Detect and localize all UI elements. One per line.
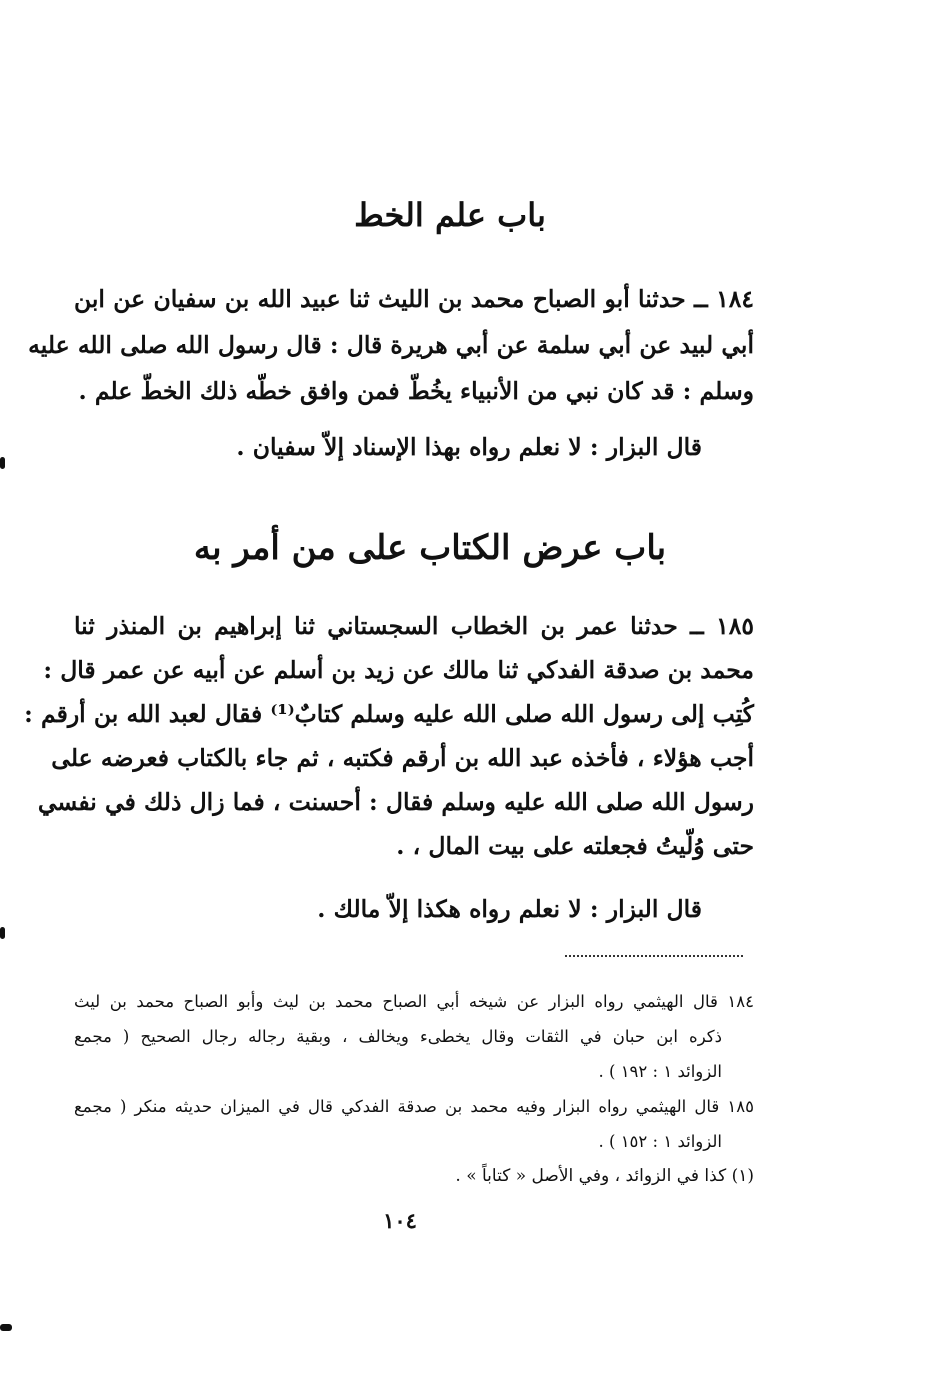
scan-mark-1	[0, 457, 5, 469]
chapter-title-2: باب عرض الكتاب على من أمر به	[193, 528, 667, 568]
bazzar-note-184: قال البزار : لا نعلم رواه بهذا الإسناد إلاّ سفيان .	[236, 433, 702, 461]
hadith-184	[28, 276, 754, 414]
hadith-184-line-1: ١٨٤ ــ حدثنا أبو الصباح محمد بن الليث ثنا عبيد الله بن سفيان عن ابن	[74, 285, 754, 313]
footnote-184-line-1: ١٨٤ قال الهيثمي رواه البزار عن شيخه أبي الصباح محمد بن ليث وأبو الصباح محمد بن ليث	[74, 992, 754, 1011]
hadith-185-line-1: ١٨٥ ــ حدثنا عمر بن الخطاب السجستاني ثنا إبراهيم بن المنذر ثنا	[74, 612, 754, 640]
hadith-185-line-3: كُتِب إلى رسول الله صلى الله عليه وسلم كتابٌ⁽¹⁾ فقال لعبد الله بن أرقم :	[24, 700, 754, 728]
footnote-1: (١) كذا في الزوائد ، وفي الأصل « كتاباً » .	[455, 1166, 754, 1186]
hadith-185-line-4: أجب هؤلاء ، فأخذه عبد الله بن أرقم فكتبه ، ثم جاء بالكتاب فعرضه على	[51, 744, 754, 772]
footnote-185-line-2: الزوائد ١ : ١٥٢ ) .	[598, 1132, 722, 1151]
hadith-184-line-2: أبي لبيد عن أبي سلمة عن أبي هريرة قال : قال رسول الله صلى الله عليه	[28, 331, 754, 359]
footnotes	[74, 984, 754, 1194]
bazzar-note-185: قال البزار : لا نعلم رواه هكذا إلاّ مالك .	[317, 895, 702, 923]
chapter-title-1: باب علم الخط	[354, 196, 546, 234]
scan-mark-3	[0, 1324, 12, 1331]
footnote-divider	[565, 955, 743, 957]
footnote-184-line-2: ذكره ابن حبان في الثقات وقال يخطىء ويخالف ، وبقية رجاله رجال الصحيح ( مجمع	[74, 1027, 722, 1046]
scan-mark-2	[0, 927, 5, 939]
hadith-185-line-2: محمد بن صدقة الفدكي ثنا مالك عن زيد بن أسلم عن أبيه عن عمر قال :	[43, 656, 754, 684]
hadith-184-line-3: وسلم : قد كان نبي من الأنبياء يخُطّ فمن وافق خطّه ذلك الخطّ علم .	[78, 377, 754, 405]
hadith-185-line-6: حتى وُلّيتُ فجعلته على بيت المال ، .	[396, 832, 754, 860]
page-number: ١٠٤	[383, 1208, 417, 1233]
footnote-185-line-1: ١٨٥ قال الهيثمي رواه البزار وفيه محمد بن صدقة الفدكي قال في الميزان حديثه منكر ( مجمع	[74, 1097, 754, 1116]
footnote-184-line-3: الزوائد ١ : ١٩٢ ) .	[598, 1062, 722, 1081]
hadith-185	[24, 604, 754, 868]
hadith-185-line-5: رسول الله صلى الله عليه وسلم فقال : أحسنت ، فما زال ذلك في نفسي	[37, 788, 754, 816]
